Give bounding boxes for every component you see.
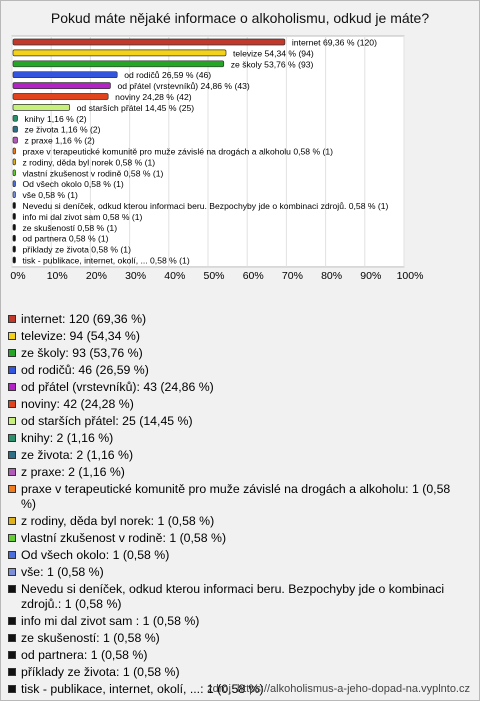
legend-label: od starších přátel: 25 (14,45 %) [21,414,193,428]
legend-item [8,329,468,344]
bar-label: Nevedu si deníček, odkud kterou informaci beru. Bezpochyby jde o kombinaci zdrojů. 0,58 % (1) [22,201,389,211]
x-tick-label: 100% [396,269,424,282]
legend-label: z rodiny, děda byl norek: 1 (0,58 %) [21,514,215,528]
bar-label: televize 54,34 % (94) [233,48,314,59]
legend-label: ze skušeností: 1 (0,58 %) [21,631,160,645]
legend-swatch [8,383,16,391]
bar-label: z praxe 1,16 % (2) [24,135,95,146]
x-tick-label: 50% [203,269,225,282]
legend-swatch [8,349,16,357]
legend-item [8,514,468,529]
bar [13,246,16,252]
legend-item [8,448,468,463]
legend-label: televize: 94 (54,34 %) [21,329,140,343]
x-tick-label: 90% [360,269,382,282]
legend-label: knihy: 2 (1,16 %) [21,431,114,445]
legend-label: Od všech okolo: 1 (0,58 %) [21,548,170,562]
bar-chart [0,0,480,310]
legend-label: internet: 120 (69,36 %) [21,312,147,326]
bar [13,39,285,45]
bar [13,137,18,143]
legend-item [8,312,468,327]
x-tick-label: 20% [85,269,107,282]
x-tick-label: 30% [125,269,147,282]
legend-item [8,531,468,546]
legend-item [8,465,468,480]
bar [13,170,16,176]
legend-item [8,614,468,629]
bar [13,94,108,100]
legend-label: příklady ze života: 1 (0,58 %) [21,665,180,679]
bar [13,115,18,121]
chart-title: Pokud máte nějaké informace o alkoholismu, odkud je máte? [50,10,430,26]
legend-swatch [8,534,16,542]
legend-label: info mi dal zivot sam : 1 (0,58 %) [21,614,200,628]
bar-label: ze života 1,16 % (2) [24,124,101,135]
x-tick-label: 10% [46,269,68,282]
bar [13,192,16,198]
bar-label: od přátel (vrstevníků) 24,86 % (43) [117,81,250,92]
bar-label: ze školy 53,76 % (93) [230,59,314,70]
bar-label: noviny 24,28 % (42) [115,92,192,102]
legend-item [8,665,468,680]
x-tick-label: 40% [164,269,186,282]
legend-label: od přátel (vrstevníků): 43 (24,86 %) [21,380,214,394]
bar-label: příklady ze života 0,58 % (1) [22,244,131,255]
bar-label: internet 69,36 % (120) [291,37,377,48]
bar-label: vše 0,58 % (1) [22,190,78,201]
legend-item [8,548,468,563]
legend-label: ze života: 2 (1,16 %) [21,448,134,462]
bar-label: z rodiny, děda byl norek 0,58 % (1) [22,157,156,168]
legend-item [8,380,468,395]
bar [13,126,18,132]
legend-item [8,582,468,612]
legend-swatch [8,417,16,425]
bar [13,83,110,89]
legend-label: praxe v terapeutické komunitě pro muže závislé na drogách a alkoholu: 1 (0,58 %) [21,482,451,511]
bar [13,213,16,219]
legend-swatch [8,332,16,340]
bar [13,203,16,209]
legend-item [8,414,468,429]
bar-label: ze skušeností 0,58 % (1) [22,222,118,233]
legend-item [8,397,468,412]
bar [13,61,224,67]
bar [13,257,16,263]
x-tick-label: 0% [10,269,26,282]
legend-swatch [8,400,16,408]
chart-legend [8,312,468,699]
legend-label: od partnera: 1 (0,58 %) [21,648,148,662]
bar-label: vlastní zkušenost v rodině 0,58 % (1) [22,168,164,179]
bar [13,235,16,241]
legend-swatch [8,568,16,576]
x-tick-label: 80% [321,269,343,282]
x-tick-label: 60% [242,269,264,282]
bar-label: Od všech okolo 0,58 % (1) [22,179,124,190]
legend-swatch [8,685,16,693]
source-note: zdroj: https://alkoholismus-a-jeho-dopad-na.vyplnto.cz [207,683,470,695]
bar-label: tisk - publikace, internet, okolí, ... 0,58 % (1) [22,255,190,266]
bar-label: knihy 1,16 % (2) [24,113,87,124]
legend-swatch [8,315,16,323]
legend-swatch [8,651,16,659]
bar [13,50,226,56]
legend-swatch [8,468,16,476]
legend-item [8,482,468,512]
legend-swatch [8,585,16,593]
legend-item [8,648,468,663]
bar-label: od rodičů 26,59 % (46) [124,70,212,81]
legend-item [8,346,468,361]
legend-label: noviny: 42 (24,28 %) [21,397,134,411]
legend-swatch [8,451,16,459]
legend-item [8,631,468,646]
bar [13,181,16,187]
legend-swatch [8,517,16,525]
legend-swatch [8,366,16,374]
legend-label: tisk - publikace, internet, okolí, ...: 1 (0,58 %) [21,682,264,696]
legend-swatch [8,485,16,493]
legend-swatch [8,668,16,676]
bar [13,104,70,110]
legend-swatch [8,551,16,559]
legend-label: vše: 1 (0,58 %) [21,565,104,579]
legend-label: Nevedu si deníček, odkud kterou informaci beru. Bezpochyby jde o kombinaci zdrojů.: 1 (0,58 %) [21,582,445,611]
legend-label: vlastní zkušenost v rodině: 1 (0,58 %) [21,531,227,545]
legend-label: z praxe: 2 (1,16 %) [21,465,125,479]
bar-label: info mi dal zivot sam 0,58 % (1) [22,211,143,222]
bar [13,224,16,230]
legend-swatch [8,617,16,625]
bar [13,148,16,154]
legend-item [8,565,468,580]
bar [13,72,117,78]
bar [13,159,16,165]
legend-label: ze školy: 93 (53,76 %) [21,346,143,360]
bar-label: od partnera 0,58 % (1) [22,233,109,244]
bar-label: praxe v terapeutické komunitě pro muže závislé na drogách a alkoholu 0,58 % (1) [22,146,333,157]
bar-label: od starších přátel 14,45 % (25) [76,102,195,113]
legend-item [8,431,468,446]
x-tick-label: 70% [281,269,303,282]
legend-swatch [8,634,16,642]
legend-swatch [8,434,16,442]
legend-item [8,363,468,378]
legend-label: od rodičů: 46 (26,59 %) [21,363,149,377]
